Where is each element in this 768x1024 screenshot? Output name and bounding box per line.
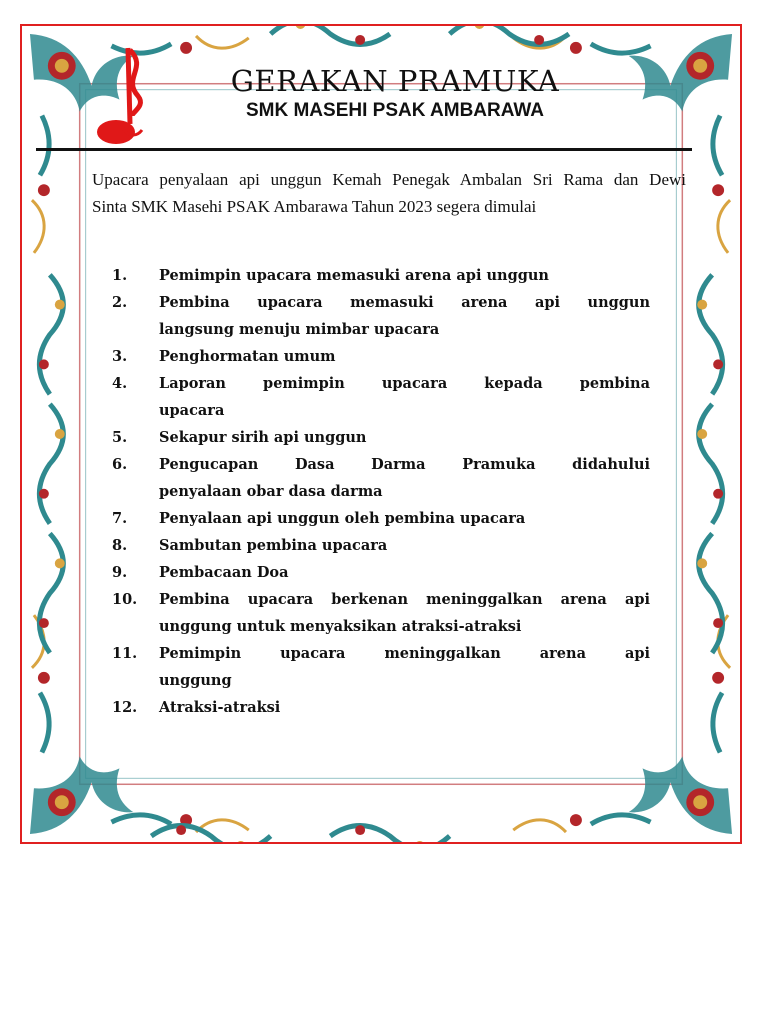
- agenda-item-text: [159, 694, 650, 721]
- agenda-item: [112, 505, 650, 532]
- agenda-item-number: 8.: [112, 537, 128, 554]
- agenda-list: [112, 262, 650, 721]
- agenda-item-number: 5.: [112, 429, 128, 446]
- agenda-item: [112, 370, 650, 424]
- agenda-item-text: [159, 559, 650, 586]
- agenda-item-line: upacara: [159, 402, 225, 419]
- agenda-item-number: 3.: [112, 348, 128, 365]
- agenda-item-number: 12.: [112, 699, 138, 716]
- agenda-item-text: [159, 262, 650, 289]
- agenda-item-text: [159, 505, 650, 532]
- document-frame: [20, 24, 742, 844]
- agenda-item-number: 7.: [112, 510, 128, 527]
- agenda-item-text: [159, 451, 650, 505]
- agenda-item-line: unggung: [159, 672, 232, 689]
- intro-line: Upacara penyalaan api unggun Kemah Penegak Ambalan Sri Rama dan Dewi: [92, 170, 686, 189]
- agenda-item-line: Pemimpin upacara memasuki arena api unggun: [159, 267, 549, 284]
- agenda-item-line: Pembina upacara berkenan meninggalkan arena api: [159, 591, 650, 608]
- agenda-item: [112, 532, 650, 559]
- agenda-item-line: unggung untuk menyaksikan atraksi-atraksi: [159, 618, 522, 635]
- agenda-item-text: [159, 289, 650, 343]
- intro-line: Sinta SMK Masehi PSAK Ambarawa Tahun 2023 segera dimulai: [92, 197, 537, 216]
- agenda-item: [112, 694, 650, 721]
- agenda-item-number: 2.: [112, 294, 128, 311]
- agenda-item: [112, 424, 650, 451]
- agenda-item-text: [159, 424, 650, 451]
- agenda-item-line: Sekapur sirih api unggun: [159, 429, 367, 446]
- document-subtitle: SMK MASEHI PSAK AMBARAWA: [245, 100, 545, 121]
- agenda-item: [112, 262, 650, 289]
- agenda-item-number: 1.: [112, 267, 128, 284]
- agenda-item-line: Sambutan pembina upacara: [159, 537, 388, 554]
- agenda-item-line: Pembina upacara memasuki arena api unggun: [159, 294, 650, 311]
- agenda-item-text: [159, 343, 650, 370]
- agenda-item: [112, 289, 650, 343]
- header-divider: [36, 148, 692, 151]
- agenda-item-text: [159, 640, 650, 694]
- agenda-item: [112, 343, 650, 370]
- intro-paragraph: [92, 166, 686, 220]
- agenda-item-text: [159, 532, 650, 559]
- agenda-item-text: [159, 586, 650, 640]
- agenda-item-number: 6.: [112, 456, 128, 473]
- agenda-item-line: Pemimpin upacara meninggalkan arena api: [159, 645, 650, 662]
- agenda-item-line: penyalaan obar dasa darma: [159, 483, 383, 500]
- pramuka-tunas-kelapa-icon: [92, 46, 154, 146]
- agenda-item-line: Pengucapan Dasa Darma Pramuka didahului: [159, 456, 650, 473]
- agenda-item: [112, 451, 650, 505]
- agenda-item-number: 4.: [112, 375, 128, 392]
- agenda-item: [112, 559, 650, 586]
- agenda-item-text: [159, 370, 650, 424]
- agenda-item-line: Penghormatan umum: [159, 348, 336, 365]
- agenda-item: [112, 640, 650, 694]
- agenda-item-line: langsung menuju mimbar upacara: [159, 321, 440, 338]
- agenda-item-number: 10.: [112, 591, 138, 608]
- agenda-item-line: Atraksi-atraksi: [159, 699, 281, 716]
- agenda-item-line: Laporan pemimpin upacara kepada pembina: [159, 375, 650, 392]
- agenda-item-line: Penyalaan api unggun oleh pembina upacara: [159, 510, 526, 527]
- agenda-item: [112, 586, 650, 640]
- document-title: GERAKAN PRAMUKA: [230, 64, 560, 98]
- agenda-item-line: Pembacaan Doa: [159, 564, 289, 581]
- agenda-item-number: 9.: [112, 564, 128, 581]
- agenda-item-number: 11.: [112, 645, 138, 662]
